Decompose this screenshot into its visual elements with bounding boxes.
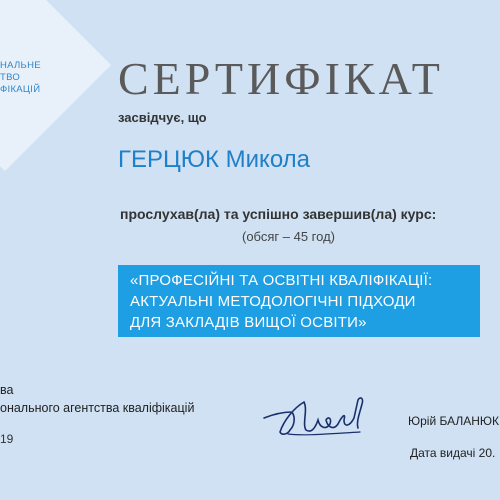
logo-line: ТВО — [0, 72, 21, 83]
certifies-text: засвідчує, що — [118, 110, 207, 125]
logo-line: ФІКАЦІЙ — [0, 84, 41, 95]
logo-line: НАЛЬНЕ — [0, 60, 41, 71]
course-intro: прослухав(ла) та успішно завершив(ла) курс: — [120, 206, 437, 222]
recipient-name: ГЕРЦЮК Микола — [118, 146, 310, 173]
logo-text — [0, 60, 41, 96]
certificate-title: СЕРТИФІКАТ — [118, 53, 444, 104]
signature-image — [260, 390, 380, 445]
signer-role-line: ва — [0, 383, 14, 397]
course-title-line: «ПРОФЕСІЙНІ ТА ОСВІТНІ КВАЛІФІКАЦІЇ: — [130, 272, 433, 289]
signer-name: Юрій БАЛАНЮК — [408, 414, 500, 428]
signer-role-line: онального агентства кваліфікацій — [0, 401, 195, 415]
registration-number: 19 — [0, 432, 14, 446]
signer-role — [0, 381, 194, 417]
course-title-box — [118, 265, 480, 337]
course-volume: (обсяг – 45 год) — [242, 229, 335, 244]
course-title-line: ДЛЯ ЗАКЛАДІВ ВИЩОЇ ОСВІТИ» — [130, 314, 367, 331]
issue-date: Дата видачі 20. — [410, 446, 496, 460]
course-title-line: АКТУАЛЬНІ МЕТОДОЛОГІЧНІ ПІДХОДИ — [130, 293, 416, 310]
